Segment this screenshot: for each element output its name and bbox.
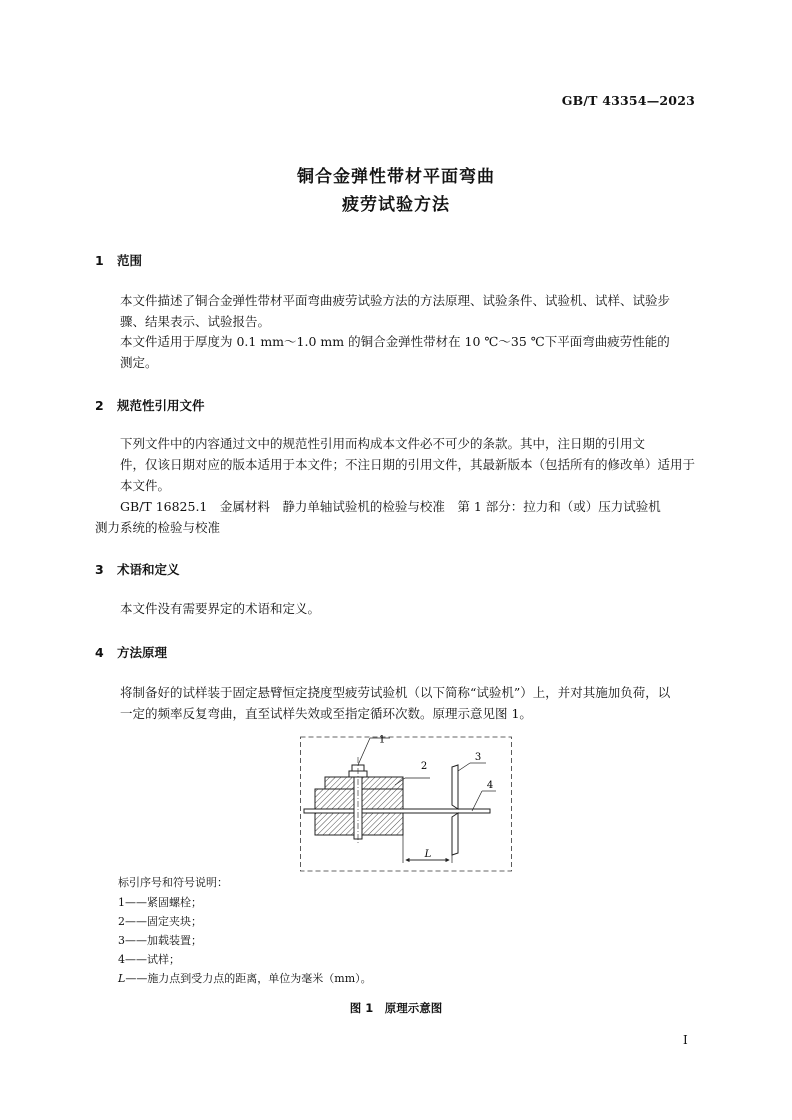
section-3-paragraph-1 xyxy=(95,598,695,619)
text-line: 将制备好的试样装于固定悬臂恒定挠度型疲劳试验机（以下简称“试验机”）上，并对其施加负荷，以 xyxy=(120,685,671,700)
text-line: 本文件。 xyxy=(120,478,171,493)
legend-key: 1 xyxy=(118,896,125,909)
legend-key: 2 xyxy=(118,915,125,928)
callout-1: 1 xyxy=(378,734,386,746)
legend-key: 4 xyxy=(118,953,125,966)
text-line: 件，仅该日期对应的版本适用于本文件；不注日期的引用文件，其最新版本（包括所有的修改单）适用于 xyxy=(120,457,696,472)
leader-line xyxy=(458,763,470,771)
section-number: 3 xyxy=(95,562,104,577)
distance-dimension xyxy=(403,835,452,863)
document-title-line1: 铜合金弹性带材平面弯曲 xyxy=(297,167,495,187)
legend-text: 加载装置； xyxy=(147,934,202,947)
text-line: 骤、结果表示、试验报告。 xyxy=(120,314,271,329)
section-1-paragraph-1 xyxy=(95,290,695,332)
page-number: I xyxy=(683,1033,688,1047)
section-title: 规范性引用文件 xyxy=(117,398,205,413)
callout-4: 4 xyxy=(486,780,494,791)
legend-key: L xyxy=(118,972,126,985)
legend-separator: —— xyxy=(125,953,147,966)
callout-3: 3 xyxy=(474,752,482,763)
section-1-heading xyxy=(95,251,142,269)
legend-text: 施力点到受力点的距离，单位为毫米（mm）。 xyxy=(147,972,372,985)
legend-text: 固定夹块； xyxy=(147,915,202,928)
legend-item xyxy=(118,932,202,948)
section-number: 2 xyxy=(95,398,104,413)
reference-line: GB/T 16825.1 金属材料 静力单轴试验机的检验与校准 第 1 部分：拉力和（或）压力试验机 xyxy=(120,499,661,514)
legend-title: 标引序号和符号说明： xyxy=(118,876,228,889)
legend-key: 3 xyxy=(118,934,125,947)
text-line: 测定。 xyxy=(120,355,158,370)
legend-item xyxy=(118,913,202,929)
principle-diagram xyxy=(300,733,512,877)
section-1-paragraph-2 xyxy=(95,331,695,373)
leader-line xyxy=(472,791,482,811)
text-line: 下列文件中的内容通过文中的规范性引用而构成本文件必不可少的条款。其中，注日期的引用文 xyxy=(120,436,646,451)
section-title: 范围 xyxy=(117,253,143,268)
section-4-heading xyxy=(95,643,167,661)
legend-item xyxy=(118,894,202,910)
leader-line xyxy=(358,738,370,765)
specimen-strip xyxy=(304,809,490,813)
section-number: 1 xyxy=(95,253,104,268)
legend-separator: —— xyxy=(125,934,147,947)
section-2-paragraph-1 xyxy=(95,433,695,496)
text-line: 本文件适用于厚度为 0.1 mm～1.0 mm 的铜合金弹性带材在 10 ℃～35 ℃下平面弯曲疲劳性能的 xyxy=(120,334,670,349)
legend-separator: —— xyxy=(125,972,148,985)
legend-separator: —— xyxy=(125,915,147,928)
legend-text: 试样； xyxy=(147,953,180,966)
text-line: 一定的频率反复弯曲，直至试样失效或至指定循环次数。原理示意见图 1。 xyxy=(120,706,532,721)
standard-code: GB/T 43354—2023 xyxy=(561,93,695,108)
text-line: 本文件没有需要界定的术语和定义。 xyxy=(120,601,321,616)
legend-item xyxy=(118,970,372,986)
dimension-label: L xyxy=(424,849,432,860)
section-number: 4 xyxy=(95,645,104,660)
legend-item xyxy=(118,951,180,967)
section-title: 方法原理 xyxy=(117,645,168,660)
figure-caption: 图 1 原理示意图 xyxy=(349,1001,443,1015)
section-title: 术语和定义 xyxy=(117,562,180,577)
section-4-paragraph-1 xyxy=(95,682,695,724)
section-2-heading xyxy=(95,396,205,414)
text-line: 本文件描述了铜合金弹性带材平面弯曲疲劳试验方法的方法原理、试验条件、试验机、试样、试验步 xyxy=(120,293,671,308)
document-title-line2: 疲劳试验方法 xyxy=(342,195,450,215)
section-3-heading xyxy=(95,560,180,578)
reference-line: 测力系统的检验与校准 xyxy=(95,520,221,535)
section-2-reference xyxy=(95,496,695,538)
callout-2: 2 xyxy=(420,761,428,772)
legend-text: 紧固螺栓； xyxy=(147,896,202,909)
legend-separator: —— xyxy=(125,896,147,909)
